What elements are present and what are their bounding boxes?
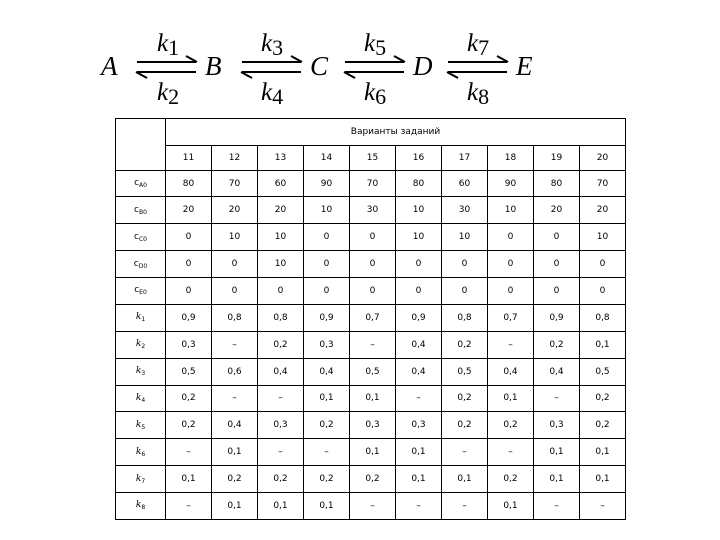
- row-label-subscript: C0: [138, 235, 147, 243]
- table-row: [116, 331, 626, 358]
- row-label-symbol: k: [135, 500, 142, 511]
- value-cell: 10: [258, 224, 304, 251]
- value-cell: 0,3: [166, 331, 212, 358]
- variant-number-cell: 18: [488, 146, 534, 171]
- variant-number-cell: 11: [166, 146, 212, 171]
- value-cell: 0: [350, 224, 396, 251]
- value-cell: 0,5: [166, 358, 212, 385]
- rate-constant-k4: $k_4$: [261, 79, 284, 109]
- value-cell: 0,3: [534, 412, 580, 439]
- value-cell: 0,1: [166, 466, 212, 493]
- value-cell: 0: [396, 278, 442, 305]
- value-cell: 80: [166, 170, 212, 197]
- value-cell: 0,4: [396, 358, 442, 385]
- row-label: [116, 412, 166, 439]
- value-cell: 0,2: [304, 466, 350, 493]
- value-cell: 20: [580, 197, 626, 224]
- value-cell: 0,3: [258, 412, 304, 439]
- value-cell: 0: [534, 278, 580, 305]
- variant-number-cell: 15: [350, 146, 396, 171]
- row-label: [116, 170, 166, 197]
- table-row: [116, 412, 626, 439]
- value-cell: –: [396, 385, 442, 412]
- value-cell: 0,1: [258, 492, 304, 519]
- row-label-symbol: k: [135, 366, 142, 377]
- value-cell: –: [580, 492, 626, 519]
- value-cell: 0,1: [580, 331, 626, 358]
- row-label: [116, 304, 166, 331]
- value-cell: –: [442, 439, 488, 466]
- row-label: [116, 251, 166, 278]
- value-cell: 60: [258, 170, 304, 197]
- value-cell: 30: [350, 197, 396, 224]
- value-cell: 0: [488, 278, 534, 305]
- table-row: [116, 385, 626, 412]
- value-cell: 0,5: [580, 358, 626, 385]
- value-cell: 0,3: [304, 331, 350, 358]
- value-cell: 0: [350, 251, 396, 278]
- value-cell: 0,9: [304, 304, 350, 331]
- variant-number-cell: 16: [396, 146, 442, 171]
- value-cell: –: [396, 492, 442, 519]
- value-cell: 20: [534, 197, 580, 224]
- value-cell: 0,4: [258, 358, 304, 385]
- value-cell: 0,2: [258, 331, 304, 358]
- value-cell: –: [212, 331, 258, 358]
- value-cell: 0,2: [258, 466, 304, 493]
- value-cell: 0,2: [534, 331, 580, 358]
- row-label-symbol: k: [135, 446, 142, 457]
- value-cell: 10: [488, 197, 534, 224]
- row-label-symbol: k: [135, 339, 142, 350]
- value-cell: 0: [166, 251, 212, 278]
- value-cell: 20: [212, 197, 258, 224]
- row-label: [116, 492, 166, 519]
- variant-number-cell: 17: [442, 146, 488, 171]
- value-cell: 0: [350, 278, 396, 305]
- rate-constant-k5: $k_5$: [364, 30, 387, 60]
- variant-number-cell: 19: [534, 146, 580, 171]
- value-cell: 0,4: [212, 412, 258, 439]
- row-label: [116, 385, 166, 412]
- table-header-row: [116, 119, 626, 146]
- row-label-subscript: 6: [141, 450, 146, 458]
- value-cell: 0,1: [350, 439, 396, 466]
- value-cell: –: [488, 439, 534, 466]
- species-b: B: [205, 51, 222, 81]
- variant-number-cell: 20: [580, 146, 626, 171]
- value-cell: 0,1: [396, 439, 442, 466]
- value-cell: 0,1: [488, 385, 534, 412]
- value-cell: 0,1: [212, 439, 258, 466]
- value-cell: 0,7: [350, 304, 396, 331]
- table-title: Варианты заданий: [166, 119, 626, 146]
- value-cell: 0,2: [580, 412, 626, 439]
- value-cell: 0,4: [396, 331, 442, 358]
- row-label-subscript: 8: [141, 504, 146, 512]
- value-cell: 90: [488, 170, 534, 197]
- table-row: [116, 197, 626, 224]
- value-cell: 10: [212, 224, 258, 251]
- value-cell: 0: [212, 278, 258, 305]
- table-row: [116, 466, 626, 493]
- value-cell: 0: [212, 251, 258, 278]
- rate-constant-k6: $k_6$: [364, 79, 387, 109]
- value-cell: –: [534, 492, 580, 519]
- rate-constant-k8: $k_8$: [467, 79, 490, 109]
- value-cell: 90: [304, 170, 350, 197]
- row-label-symbol: k: [135, 419, 142, 430]
- row-label-symbol: c: [134, 178, 140, 189]
- value-cell: 30: [442, 197, 488, 224]
- value-cell: –: [166, 492, 212, 519]
- value-cell: 0,1: [488, 492, 534, 519]
- row-label: [116, 331, 166, 358]
- value-cell: 0,1: [212, 492, 258, 519]
- table-row: [116, 304, 626, 331]
- value-cell: 70: [350, 170, 396, 197]
- species-d: D: [413, 51, 433, 81]
- value-cell: –: [304, 439, 350, 466]
- value-cell: 0,3: [350, 412, 396, 439]
- value-cell: 0,1: [350, 385, 396, 412]
- row-label-subscript: 7: [141, 477, 146, 485]
- row-label: [116, 358, 166, 385]
- value-cell: 0: [258, 278, 304, 305]
- value-cell: 0: [442, 251, 488, 278]
- value-cell: –: [442, 492, 488, 519]
- value-cell: 0,4: [534, 358, 580, 385]
- species-e: E: [516, 51, 533, 81]
- value-cell: 0: [534, 251, 580, 278]
- value-cell: 0: [580, 278, 626, 305]
- value-cell: 80: [396, 170, 442, 197]
- value-cell: 0,1: [304, 385, 350, 412]
- value-cell: 0,1: [580, 439, 626, 466]
- value-cell: 80: [534, 170, 580, 197]
- row-label-subscript: A0: [139, 182, 147, 190]
- value-cell: 20: [258, 197, 304, 224]
- reaction-scheme: [0, 0, 720, 115]
- value-cell: 0,9: [396, 304, 442, 331]
- row-label-symbol: k: [135, 312, 142, 323]
- value-cell: 10: [396, 197, 442, 224]
- value-cell: 0,4: [304, 358, 350, 385]
- value-cell: 0,7: [488, 304, 534, 331]
- value-cell: 0,5: [442, 358, 488, 385]
- rate-constant-k1: $k_1$: [157, 30, 180, 60]
- value-cell: –: [350, 331, 396, 358]
- value-cell: 0: [580, 251, 626, 278]
- value-cell: 10: [396, 224, 442, 251]
- value-cell: 0,4: [488, 358, 534, 385]
- value-cell: 0,1: [396, 466, 442, 493]
- value-cell: –: [212, 385, 258, 412]
- row-label-subscript: 4: [141, 396, 146, 404]
- table-row: [116, 358, 626, 385]
- row-label-symbol: k: [135, 392, 142, 403]
- table-row: [116, 439, 626, 466]
- value-cell: 0: [166, 224, 212, 251]
- value-cell: 0: [166, 278, 212, 305]
- variant-number-cell: 12: [212, 146, 258, 171]
- value-cell: 0,1: [580, 466, 626, 493]
- variant-numbers-row: [116, 146, 626, 171]
- row-label: [116, 197, 166, 224]
- value-cell: 0,9: [166, 304, 212, 331]
- value-cell: 10: [442, 224, 488, 251]
- value-cell: 0,2: [580, 385, 626, 412]
- value-cell: 10: [580, 224, 626, 251]
- value-cell: 0,1: [534, 466, 580, 493]
- value-cell: 0: [488, 224, 534, 251]
- value-cell: 0,2: [488, 412, 534, 439]
- value-cell: 10: [258, 251, 304, 278]
- value-cell: –: [350, 492, 396, 519]
- value-cell: 70: [580, 170, 626, 197]
- table-row: [116, 251, 626, 278]
- row-label-symbol: c: [133, 258, 139, 269]
- value-cell: 0,2: [212, 466, 258, 493]
- row-label-symbol: c: [134, 231, 139, 242]
- value-cell: 0,8: [580, 304, 626, 331]
- table-row: [116, 492, 626, 519]
- value-cell: –: [258, 439, 304, 466]
- row-label-symbol: c: [134, 285, 140, 296]
- value-cell: 0: [534, 224, 580, 251]
- row-label-subscript: D0: [138, 262, 148, 270]
- table-row: [116, 170, 626, 197]
- value-cell: 0: [396, 251, 442, 278]
- value-cell: 0,2: [442, 331, 488, 358]
- rate-constant-k7: $k_7$: [467, 30, 490, 60]
- row-label-symbol: c: [134, 204, 139, 215]
- table-row: [116, 278, 626, 305]
- value-cell: 0,2: [166, 412, 212, 439]
- value-cell: 10: [304, 197, 350, 224]
- row-label-subscript: 1: [141, 316, 146, 324]
- value-cell: 0: [304, 224, 350, 251]
- value-cell: 0,1: [534, 439, 580, 466]
- value-cell: 0,2: [442, 385, 488, 412]
- value-cell: –: [166, 439, 212, 466]
- row-label: [116, 439, 166, 466]
- row-label-subscript: 5: [141, 423, 146, 431]
- table-row: [116, 224, 626, 251]
- row-label-subscript: 3: [141, 370, 146, 378]
- value-cell: 0: [304, 278, 350, 305]
- value-cell: 0: [442, 278, 488, 305]
- row-label: [116, 224, 166, 251]
- value-cell: 60: [442, 170, 488, 197]
- value-cell: –: [258, 385, 304, 412]
- value-cell: 0,1: [304, 492, 350, 519]
- value-cell: 0: [304, 251, 350, 278]
- row-label-symbol: k: [135, 473, 142, 484]
- value-cell: 0,8: [442, 304, 488, 331]
- row-label-subscript: B0: [139, 208, 147, 216]
- value-cell: 0: [488, 251, 534, 278]
- value-cell: 0,8: [212, 304, 258, 331]
- value-cell: 0,3: [396, 412, 442, 439]
- variants-table: [115, 118, 626, 520]
- value-cell: 0,5: [350, 358, 396, 385]
- value-cell: 0,2: [442, 412, 488, 439]
- value-cell: –: [488, 331, 534, 358]
- row-label: [116, 466, 166, 493]
- rate-constant-k2: $k_2$: [157, 79, 180, 109]
- value-cell: –: [534, 385, 580, 412]
- variant-number-cell: 14: [304, 146, 350, 171]
- value-cell: 0,9: [534, 304, 580, 331]
- row-label: [116, 278, 166, 305]
- value-cell: 20: [166, 197, 212, 224]
- variant-number-cell: 13: [258, 146, 304, 171]
- value-cell: 70: [212, 170, 258, 197]
- row-label-subscript: E0: [139, 289, 147, 297]
- species-c: C: [310, 51, 329, 81]
- rate-constant-k3: $k_3$: [261, 30, 284, 60]
- species-a: A: [101, 51, 118, 81]
- value-cell: 0,2: [166, 385, 212, 412]
- value-cell: 0,2: [304, 412, 350, 439]
- value-cell: 0,1: [442, 466, 488, 493]
- table-corner-cell: [116, 119, 166, 171]
- row-label-subscript: 2: [141, 343, 146, 351]
- value-cell: 0,6: [212, 358, 258, 385]
- value-cell: 0,2: [488, 466, 534, 493]
- value-cell: 0,8: [258, 304, 304, 331]
- value-cell: 0,2: [350, 466, 396, 493]
